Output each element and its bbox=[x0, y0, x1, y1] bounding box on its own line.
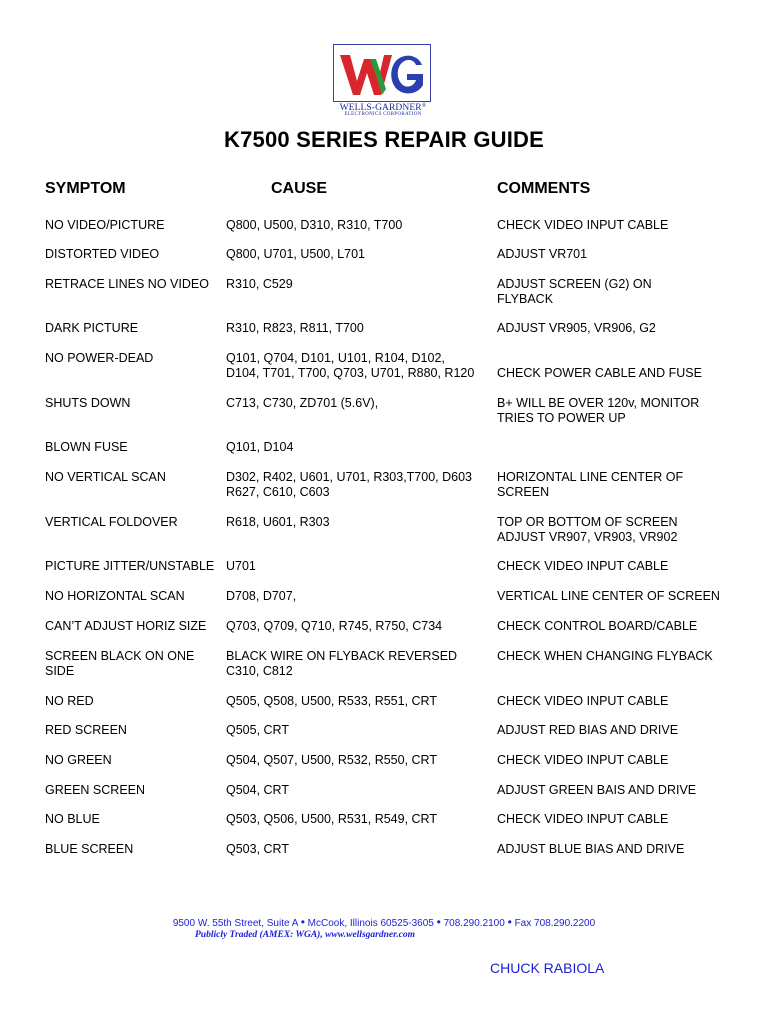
comments-cell-line: TRIES TO POWER UP bbox=[497, 411, 626, 425]
comments-cell bbox=[497, 321, 656, 336]
comments-cell bbox=[497, 351, 702, 381]
comments-cell-line: SCREEN bbox=[497, 485, 550, 499]
comments-cell bbox=[497, 694, 668, 709]
comments-cell-line: ADJUST VR907, VR903, VR902 bbox=[497, 530, 678, 544]
bullet-icon: • bbox=[436, 915, 441, 929]
cause-cell-line: R627, C610, C603 bbox=[226, 485, 330, 499]
cause-cell-line: Q504, Q507, U500, R532, R550, CRT bbox=[226, 753, 437, 767]
bullet-icon: • bbox=[507, 915, 512, 929]
cause-cell bbox=[226, 470, 472, 500]
symptom-cell bbox=[45, 723, 127, 738]
comments-cell bbox=[497, 723, 678, 738]
comments-cell-line: VERTICAL LINE CENTER OF SCREEN bbox=[497, 589, 720, 603]
logo-brand-name: WELLS-GARDNER bbox=[339, 103, 422, 113]
footer-address bbox=[0, 915, 768, 929]
cause-cell bbox=[226, 277, 293, 292]
comments-cell bbox=[497, 218, 668, 233]
symptom-cell-line: VERTICAL FOLDOVER bbox=[45, 515, 178, 529]
symptom-cell bbox=[45, 515, 178, 530]
cause-cell bbox=[226, 351, 474, 381]
cause-cell bbox=[226, 783, 289, 798]
symptom-cell-line: NO BLUE bbox=[45, 812, 100, 826]
cause-cell-line: R310, C529 bbox=[226, 277, 293, 291]
header-comments: COMMENTS bbox=[497, 180, 591, 197]
cause-cell-line: U701 bbox=[226, 559, 256, 573]
comments-cell-line: ADJUST VR701 bbox=[497, 247, 588, 261]
cause-cell bbox=[226, 753, 437, 768]
comments-cell-line: ADJUST RED BIAS AND DRIVE bbox=[497, 723, 679, 737]
comments-cell-line: CHECK VIDEO INPUT CABLE bbox=[497, 694, 669, 708]
registered-mark: ® bbox=[421, 103, 427, 109]
bullet-icon: • bbox=[300, 915, 305, 929]
comments-cell-line: CHECK VIDEO INPUT CABLE bbox=[497, 812, 669, 826]
comments-cell bbox=[497, 277, 652, 307]
symptom-cell bbox=[45, 649, 194, 679]
symptom-cell-line: DISTORTED VIDEO bbox=[45, 247, 160, 261]
comments-cell bbox=[497, 470, 683, 500]
footer-street: 9500 W. 55th Street, Suite A bbox=[172, 918, 298, 929]
cause-cell bbox=[226, 812, 437, 827]
symptom-cell-line: SIDE bbox=[45, 664, 75, 678]
symptom-cell bbox=[45, 842, 133, 857]
cause-cell bbox=[226, 842, 289, 857]
cause-cell bbox=[226, 589, 296, 604]
comments-cell bbox=[497, 559, 668, 574]
symptom-cell-line: SHUTS DOWN bbox=[45, 396, 131, 410]
symptom-cell bbox=[45, 247, 159, 262]
symptom-cell-line: GREEN SCREEN bbox=[45, 783, 146, 797]
cause-cell bbox=[226, 218, 402, 233]
cause-cell-line: C310, C812 bbox=[226, 664, 293, 678]
cause-cell bbox=[226, 396, 378, 411]
cause-cell-line: Q505, CRT bbox=[226, 723, 289, 737]
cause-cell-line: R310, R823, R811, T700 bbox=[226, 321, 364, 335]
cause-cell bbox=[226, 723, 289, 738]
symptom-cell bbox=[45, 218, 164, 233]
cause-cell-line: Q101, Q704, D101, U101, R104, D102, bbox=[226, 351, 445, 365]
cause-cell bbox=[226, 247, 365, 262]
comments-cell bbox=[497, 812, 668, 827]
footer-phone: 708.290.2100 bbox=[443, 918, 505, 929]
comments-cell-line: FLYBACK bbox=[497, 292, 554, 306]
comments-cell bbox=[497, 649, 713, 664]
cause-cell-line: C713, C730, ZD701 (5.6V), bbox=[226, 396, 379, 410]
symptom-cell-line: NO GREEN bbox=[45, 753, 112, 767]
symptom-cell-line: DARK PICTURE bbox=[45, 321, 139, 335]
symptom-cell-line: NO POWER-DEAD bbox=[45, 351, 154, 365]
symptom-cell-line: RETRACE LINES NO VIDEO bbox=[45, 277, 209, 291]
wg-logo-icon bbox=[334, 45, 432, 103]
signature: CHUCK RABIOLA bbox=[490, 960, 605, 976]
footer-fax: Fax 708.290.2200 bbox=[514, 918, 596, 929]
symptom-cell-line: PICTURE JITTER/UNSTABLE bbox=[45, 559, 215, 573]
comments-cell-line: CHECK VIDEO INPUT CABLE bbox=[497, 218, 669, 232]
comments-cell bbox=[497, 247, 587, 262]
cause-cell bbox=[226, 515, 330, 530]
symptom-cell-line: NO VERTICAL SCAN bbox=[45, 470, 166, 484]
company-logo bbox=[333, 44, 433, 117]
cause-cell bbox=[226, 694, 437, 709]
comments-cell-line: CHECK VIDEO INPUT CABLE bbox=[497, 559, 669, 573]
cause-cell-line: D708, D707, bbox=[226, 589, 297, 603]
comments-cell-line: ADJUST VR905, VR906, G2 bbox=[497, 321, 656, 335]
symptom-cell bbox=[45, 812, 100, 827]
symptom-cell bbox=[45, 277, 209, 292]
cause-cell-line: Q101, D104 bbox=[226, 440, 294, 454]
comments-cell-line: CHECK POWER CABLE AND FUSE bbox=[497, 366, 702, 380]
symptom-cell-line: BLOWN FUSE bbox=[45, 440, 128, 454]
cause-cell-line: Q703, Q709, Q710, R745, R750, C734 bbox=[226, 619, 443, 633]
symptom-cell bbox=[45, 619, 206, 634]
comments-cell-line: HORIZONTAL LINE CENTER OF bbox=[497, 470, 684, 484]
cause-cell-line: Q503, Q506, U500, R531, R549, CRT bbox=[226, 812, 437, 826]
logo-subtitle: ELECTRONICS CORPORATION bbox=[344, 112, 422, 117]
cause-cell bbox=[226, 559, 256, 574]
symptom-cell bbox=[45, 351, 153, 366]
cause-cell-line: R618, U601, R303 bbox=[226, 515, 330, 529]
symptom-cell bbox=[45, 396, 130, 411]
symptom-cell bbox=[45, 559, 214, 574]
symptom-cell bbox=[45, 589, 185, 604]
comments-cell-line bbox=[497, 351, 702, 366]
cause-cell-line: Q503, CRT bbox=[226, 842, 289, 856]
symptom-cell-line: SCREEN BLACK ON ONE bbox=[45, 649, 195, 663]
cause-cell-line: Q504, CRT bbox=[226, 783, 289, 797]
comments-cell-line: CHECK VIDEO INPUT CABLE bbox=[497, 753, 669, 767]
comments-cell-line: B+ WILL BE OVER 120v, MONITOR bbox=[497, 396, 700, 410]
cause-cell-line: Q800, U500, D310, R310, T700 bbox=[226, 218, 403, 232]
footer-city: McCook, Illinois 60525-3605 bbox=[307, 918, 434, 929]
header-symptom: SYMPTOM bbox=[45, 180, 126, 197]
cause-cell-line: Q800, U701, U500, L701 bbox=[226, 247, 365, 261]
comments-cell bbox=[497, 589, 720, 604]
symptom-cell-line: RED SCREEN bbox=[45, 723, 127, 737]
comments-cell bbox=[497, 753, 668, 768]
cause-cell bbox=[226, 619, 442, 634]
cause-cell-line: D302, R402, U601, U701, R303,T700, D603 bbox=[226, 470, 472, 484]
logo-mark bbox=[333, 44, 431, 102]
symptom-cell-line: CAN’T ADJUST HORIZ SIZE bbox=[45, 619, 207, 633]
cause-cell-line: BLACK WIRE ON FLYBACK REVERSED bbox=[226, 649, 458, 663]
cause-cell bbox=[226, 321, 364, 336]
document-title: K7500 SERIES REPAIR GUIDE bbox=[223, 127, 545, 152]
symptom-cell bbox=[45, 694, 94, 709]
comments-cell-line: CHECK CONTROL BOARD/CABLE bbox=[497, 619, 698, 633]
cause-cell bbox=[226, 649, 457, 679]
comments-cell-line: ADJUST GREEN BAIS AND DRIVE bbox=[497, 783, 697, 797]
cause-cell-line: Q505, Q508, U500, R533, R551, CRT bbox=[226, 694, 437, 708]
comments-cell bbox=[497, 842, 684, 857]
comments-cell bbox=[497, 783, 696, 798]
symptom-cell-line: NO VIDEO/PICTURE bbox=[45, 218, 165, 232]
symptom-cell-line: NO HORIZONTAL SCAN bbox=[45, 589, 185, 603]
comments-cell-line: CHECK WHEN CHANGING FLYBACK bbox=[497, 649, 713, 663]
symptom-cell bbox=[45, 753, 112, 768]
comments-cell bbox=[497, 619, 697, 634]
symptom-cell-line: BLUE SCREEN bbox=[45, 842, 134, 856]
symptom-cell bbox=[45, 470, 166, 485]
symptom-cell-line: NO RED bbox=[45, 694, 94, 708]
comments-cell-line: ADJUST SCREEN (G2) ON bbox=[497, 277, 652, 291]
symptom-cell bbox=[45, 321, 138, 336]
cause-cell bbox=[226, 440, 293, 455]
comments-cell-line: TOP OR BOTTOM OF SCREEN bbox=[497, 515, 678, 529]
header-cause: CAUSE bbox=[271, 180, 328, 197]
comments-cell bbox=[497, 515, 678, 545]
cause-cell-line: D104, T701, T700, Q703, U701, R880, R120 bbox=[226, 366, 475, 380]
comments-cell-line: ADJUST BLUE BIAS AND DRIVE bbox=[497, 842, 685, 856]
comments-cell bbox=[497, 396, 699, 426]
symptom-cell bbox=[45, 440, 128, 455]
footer-tagline: Publicly Traded (AMEX: WGA), www.wellsgardner.com bbox=[194, 930, 415, 940]
symptom-cell bbox=[45, 783, 145, 798]
